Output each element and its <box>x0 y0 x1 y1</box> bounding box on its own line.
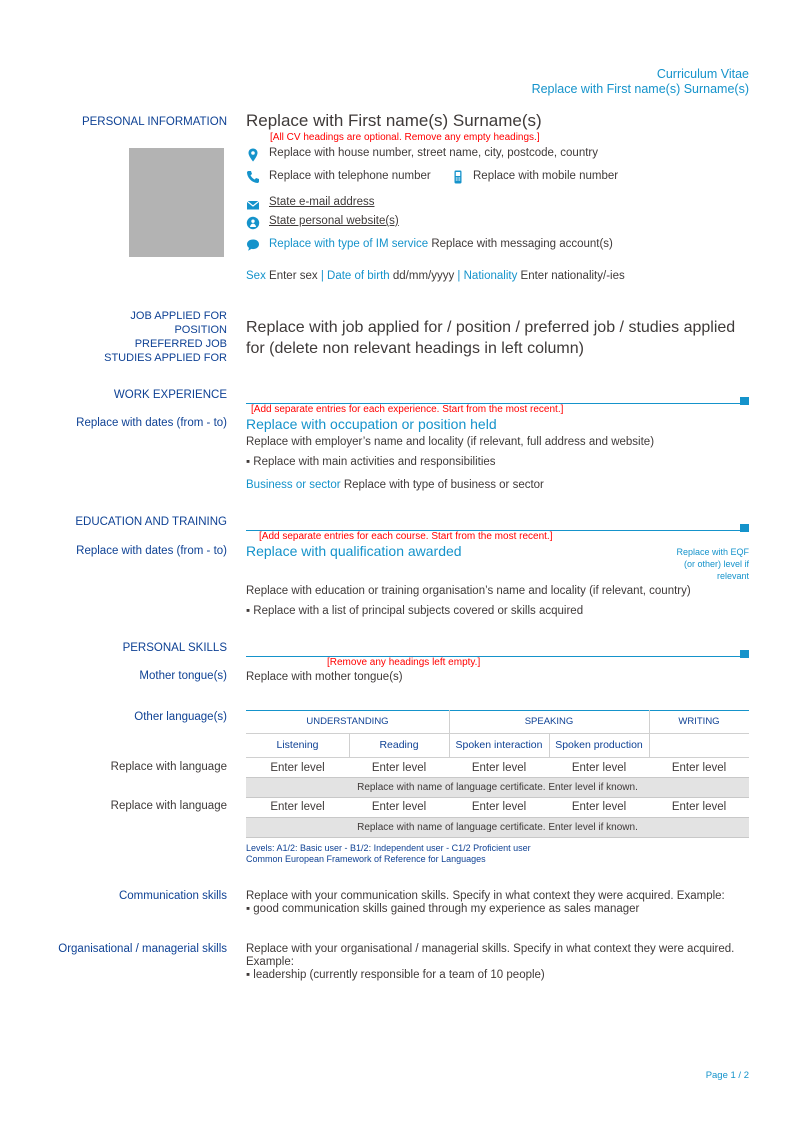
column-spoken-interaction: Spoken interaction <box>455 739 543 751</box>
job-applied-label-line2: POSITION <box>174 324 227 336</box>
table-rule <box>246 757 749 758</box>
document-title: Curriculum Vitae <box>656 67 749 81</box>
eqf-level-line1: Replace with EQF <box>676 547 749 557</box>
level-listening: Enter level <box>270 801 325 813</box>
business-sector-line <box>246 479 544 491</box>
language-certificate: Replace with name of language certificate. Enter level if known. <box>246 817 749 838</box>
headings-note: [All CV headings are optional. Remove any empty headings.] <box>270 132 540 143</box>
section-header-rule <box>246 520 749 531</box>
communication-skills-label: Communication skills <box>118 890 227 902</box>
level-listening: Enter level <box>270 762 325 774</box>
level-writing: Enter level <box>671 801 727 813</box>
business-sector-label: Business or sector <box>246 479 341 491</box>
organisational-skills-line1: Replace with your organisational / managerial skills. Specify in what context they were acquired. <box>246 943 735 955</box>
nationality-label: Nationality <box>463 270 518 282</box>
page-number: Page 1 / 2 <box>705 1070 749 1081</box>
section-header-rule <box>246 646 749 657</box>
job-applied-label-line4: STUDIES APPLIED FOR <box>104 352 227 364</box>
organisational-skills-label: Organisational / managerial skills <box>58 943 227 955</box>
email-link[interactable]: State e-mail address <box>269 196 375 208</box>
nationality-value: Enter nationality/-ies <box>520 270 625 282</box>
column-spoken-production: Spoken production <box>555 739 643 751</box>
personal-skills-label: PERSONAL SKILLS <box>122 642 227 654</box>
address-text: Replace with house number, street name, city, postcode, country <box>269 147 598 159</box>
website-link[interactable]: State personal website(s) <box>269 215 399 227</box>
website-icon <box>246 216 260 230</box>
header-name: Replace with First name(s) Surname(s) <box>531 82 749 96</box>
photo-placeholder <box>129 148 224 257</box>
education-label: EDUCATION AND TRAINING <box>75 516 227 528</box>
job-applied-text-line1: Replace with job applied for / position / preferred job / studies applied <box>246 319 736 336</box>
sex-value: Enter sex <box>269 270 318 282</box>
level-spoken-production: Enter level <box>571 762 627 774</box>
separator: | <box>457 270 461 282</box>
table-rule <box>246 733 749 734</box>
eqf-level-line2: (or other) level if <box>683 559 749 569</box>
skills-note: [Remove any headings left empty.] <box>327 657 481 668</box>
section-marker <box>740 650 749 658</box>
organisational-skills-line3: ▪ leadership (currently responsible for a team of 10 people) <box>246 969 545 981</box>
language-certificate: Replace with name of language certificate. Enter level if known. <box>246 777 749 798</box>
im-line <box>269 238 613 250</box>
business-sector-value: Replace with type of business or sector <box>343 479 544 491</box>
communication-skills-line2: ▪ good communication skills gained through my experience as sales manager <box>246 903 640 915</box>
subjects-text: ▪ Replace with a list of principal subjects covered or skills acquired <box>246 605 584 617</box>
telephone-text: Replace with telephone number <box>269 170 431 182</box>
qualification-title: Replace with qualification awarded <box>246 543 462 559</box>
chat-bubble-icon <box>246 238 260 252</box>
personal-information-label: PERSONAL INFORMATION <box>81 116 227 128</box>
level-spoken-production: Enter level <box>571 801 627 813</box>
column-listening: Listening <box>276 739 319 751</box>
table-vertical-rule <box>649 710 650 757</box>
location-pin-icon <box>246 148 260 162</box>
organisation-text: Replace with education or training organisation’s name and locality (if relevant, country) <box>246 585 691 597</box>
mobile-phone-icon <box>452 170 464 184</box>
section-header-rule <box>246 393 749 404</box>
dob-label: Date of birth <box>327 270 390 282</box>
other-languages-label: Other language(s) <box>134 711 227 723</box>
levels-note-line2: Common European Framework of Reference for Languages <box>246 854 486 864</box>
level-writing: Enter level <box>671 762 727 774</box>
activities-text: ▪ Replace with main activities and responsibilities <box>246 456 496 468</box>
job-applied-text-line2: for (delete non relevant headings in left column) <box>246 340 584 357</box>
full-name: Replace with First name(s) Surname(s) <box>246 111 542 130</box>
work-dates: Replace with dates (from - to) <box>76 417 227 429</box>
education-dates: Replace with dates (from - to) <box>76 545 227 557</box>
work-experience-label: WORK EXPERIENCE <box>113 389 227 401</box>
level-spoken-interaction: Enter level <box>471 801 527 813</box>
work-experience-note: [Add separate entries for each experience. Start from the most recent.] <box>251 404 564 415</box>
sex-label: Sex <box>246 270 266 282</box>
eqf-level-line3: relevant <box>716 571 749 581</box>
job-applied-label-line3: PREFERRED JOB <box>134 338 227 350</box>
personal-details-line <box>246 270 625 282</box>
im-service-label: Replace with type of IM service <box>269 238 429 250</box>
group-writing: WRITING <box>678 716 720 727</box>
mother-tongue-label: Mother tongue(s) <box>139 670 227 682</box>
group-speaking: SPEAKING <box>524 716 574 727</box>
employer-text: Replace with employer’s name and locality (if relevant, full address and website) <box>246 436 655 448</box>
im-account-value: Replace with messaging account(s) <box>431 238 613 250</box>
job-applied-label-line1: JOB APPLIED FOR <box>130 310 227 322</box>
separator: | <box>320 270 324 282</box>
language-name: Replace with language <box>110 761 227 773</box>
communication-skills-line1: Replace with your communication skills. Specify in what context they were acquired. Example: <box>246 890 725 902</box>
mother-tongue-value: Replace with mother tongue(s) <box>246 671 403 683</box>
group-understanding: UNDERSTANDING <box>306 716 389 727</box>
level-reading: Enter level <box>371 801 427 813</box>
language-name: Replace with language <box>110 800 227 812</box>
table-top-rule <box>246 710 749 711</box>
section-marker <box>740 524 749 532</box>
levels-note-line1: Levels: A1/2: Basic user - B1/2: Independent user - C1/2 Proficient user <box>246 843 531 853</box>
dob-value: dd/mm/yyyy <box>392 270 455 282</box>
email-icon <box>246 198 260 212</box>
education-note: [Add separate entries for each course. Start from the most recent.] <box>259 531 553 542</box>
section-marker <box>740 397 749 405</box>
telephone-icon <box>246 170 260 184</box>
level-spoken-interaction: Enter level <box>471 762 527 774</box>
mobile-text: Replace with mobile number <box>473 170 619 182</box>
level-reading: Enter level <box>371 762 427 774</box>
organisational-skills-line2: Example: <box>246 956 294 968</box>
column-reading: Reading <box>379 739 419 751</box>
occupation-title: Replace with occupation or position held <box>246 416 497 432</box>
